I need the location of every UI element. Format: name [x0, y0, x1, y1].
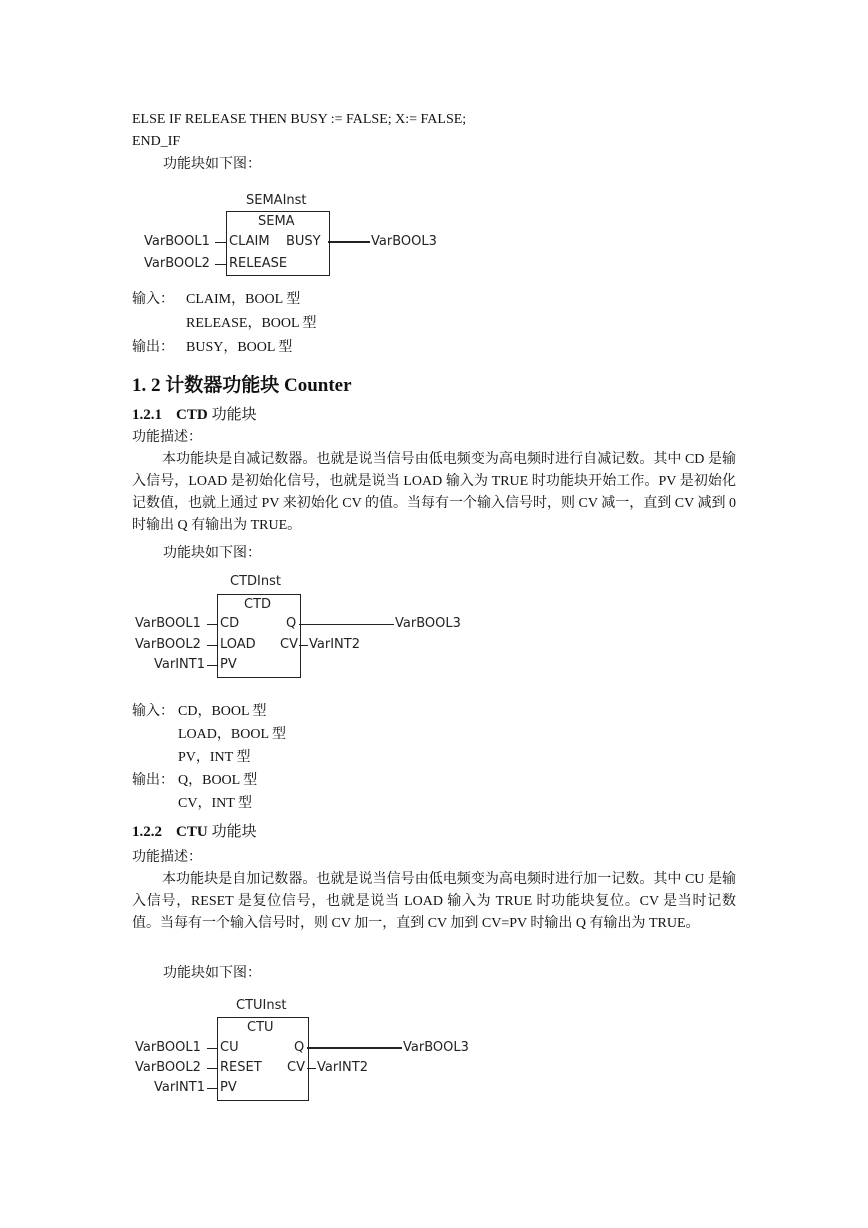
- output-variable: VarINT2: [317, 1060, 368, 1075]
- input-wire: [207, 624, 217, 625]
- io-output-item: BUSY，BOOL 型: [186, 340, 293, 355]
- output-wire: [307, 1068, 316, 1069]
- io-input-item: PV，INT 型: [178, 750, 251, 765]
- output-pin: CV: [280, 637, 298, 652]
- input-variable: VarBOOL1: [135, 1040, 201, 1055]
- heading-text: 功能块: [211, 407, 257, 423]
- io-input-label: 输入：: [132, 704, 174, 719]
- input-wire: [207, 1068, 217, 1069]
- subsection-heading: [132, 820, 257, 841]
- input-variable: VarBOOL2: [135, 1060, 201, 1075]
- input-wire: [207, 1088, 217, 1089]
- block-instance-name: CTDInst: [230, 574, 281, 589]
- io-input-item: LOAD，BOOL 型: [178, 727, 286, 742]
- input-variable: VarINT1: [154, 657, 205, 672]
- io-output-item: CV，INT 型: [178, 796, 253, 811]
- heading-number: 1.2.2: [132, 824, 162, 840]
- input-wire: [207, 645, 217, 646]
- input-pin: LOAD: [220, 637, 256, 652]
- output-pin: BUSY: [286, 234, 321, 249]
- figure-intro: 功能块如下图：: [163, 966, 261, 981]
- input-pin: CD: [220, 616, 240, 631]
- figure-intro: 功能块如下图：: [163, 157, 261, 172]
- input-variable: VarBOOL2: [135, 637, 201, 652]
- output-wire: [299, 645, 308, 646]
- input-pin: RESET: [220, 1060, 262, 1075]
- block-type-name: CTU: [247, 1020, 274, 1035]
- heading-code: CTD: [176, 407, 208, 423]
- heading-number: 1.2.1: [132, 407, 162, 423]
- io-input-item: CD，BOOL 型: [178, 704, 267, 719]
- output-pin: Q: [286, 616, 297, 631]
- output-wire: [307, 1047, 402, 1049]
- block-instance-name: CTUInst: [236, 998, 287, 1013]
- input-pin: CU: [220, 1040, 239, 1055]
- io-output-label: 输出：: [132, 773, 174, 788]
- input-pin: PV: [220, 1080, 237, 1095]
- description-label: 功能描述：: [132, 430, 202, 445]
- description-label: 功能描述：: [132, 850, 202, 865]
- input-pin: CLAIM: [229, 234, 270, 249]
- block-type-name: CTD: [244, 597, 272, 612]
- input-variable: VarBOOL1: [135, 616, 201, 631]
- code-line: END_IF: [132, 134, 181, 149]
- input-wire: [207, 1048, 217, 1049]
- output-variable: VarBOOL3: [371, 234, 437, 249]
- description-paragraph: 本功能块是自加记数器。也就是说当信号由低电频变为高电频时进行加一记数。其中 CU 是输入信号，RESET 是复位信号，也就是说当 LOAD 输入为 TRUE 时功能块复位。CV 是当时记数值。当每有一个输入信号时，则 CV 加一，直到 CV 加到 CV=PV 时输出 Q 有输出为 TRUE。: [132, 872, 736, 931]
- input-variable: VarINT1: [154, 1080, 205, 1095]
- output-wire: [299, 624, 394, 625]
- output-variable: VarBOOL3: [403, 1040, 469, 1055]
- output-pin: Q: [294, 1040, 305, 1055]
- input-variable: VarBOOL1: [144, 234, 210, 249]
- io-input-label: 输入：: [132, 292, 174, 307]
- output-variable: VarINT2: [309, 637, 360, 652]
- io-input-item: CLAIM，BOOL 型: [186, 292, 301, 307]
- input-pin: PV: [220, 657, 237, 672]
- figure-intro: 功能块如下图：: [163, 546, 261, 561]
- subsection-heading: [132, 403, 257, 424]
- output-variable: VarBOOL3: [395, 616, 461, 631]
- section-heading: 1. 2 计数器功能块 Counter: [132, 375, 352, 396]
- block-type-name: SEMA: [258, 214, 295, 229]
- description-paragraph: 本功能块是自减记数器。也就是说当信号由低电频变为高电频时进行自减记数。其中 CD 是输入信号，LOAD 是初始化信号，也就是说当 LOAD 输入为 TRUE 时功能块开始工作。PV 是初始化记数值，也就上通过 PV 来初始化 CV 的值。当每有一个输入信号时，则 CV 减一，直到 CV 减到 0 时输出 Q 有输出为 TRUE。: [132, 452, 736, 533]
- heading-code: CTU: [176, 824, 208, 840]
- output-wire: [328, 241, 370, 243]
- input-wire: [215, 242, 226, 243]
- code-line: ELSE IF RELEASE THEN BUSY := FALSE; X:= FALSE;: [132, 112, 467, 127]
- input-wire: [207, 665, 217, 666]
- heading-text: 功能块: [211, 824, 257, 840]
- io-output-item: Q，BOOL 型: [178, 773, 258, 788]
- input-variable: VarBOOL2: [144, 256, 210, 271]
- io-output-label: 输出：: [132, 340, 174, 355]
- input-wire: [215, 264, 226, 265]
- io-input-item: RELEASE，BOOL 型: [186, 316, 317, 331]
- input-pin: RELEASE: [229, 256, 288, 271]
- output-pin: CV: [287, 1060, 305, 1075]
- block-instance-name: SEMAInst: [246, 193, 307, 208]
